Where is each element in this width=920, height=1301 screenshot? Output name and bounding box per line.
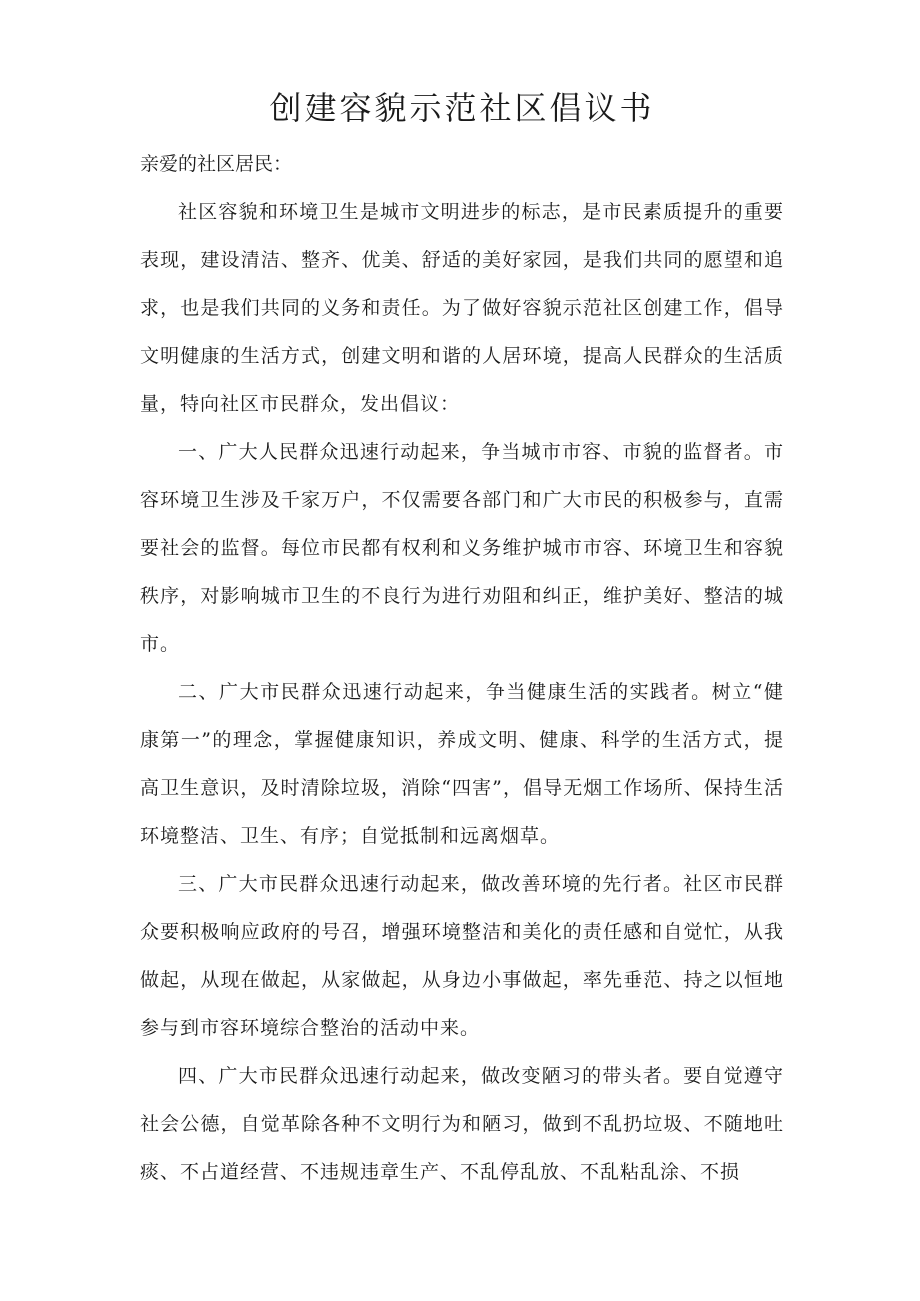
paragraph-item-1: 一、广大人民群众迅速行动起来，争当城市市容、市貌的监督者。市容环境卫生涉及千家万户，不仅需要各部门和广大市民的积极参与，直需要社会的监督。每位市民都有权利和义务维护城市市容、环境卫生和容貌秩序，对影响城市卫生的不良行为进行劝阻和纠正，维护美好、整洁的城市。: [140, 441, 784, 655]
paragraph-item-3: 三、广大市民群众迅速行动起来，做改善环境的先行者。社区市民群众要积极响应政府的号召，增强环境整洁和美化的责任感和自觉忙，从我做起，从现在做起，从家做起，从身边小事做起，率先垂范、持之以恒地参与到市容环境综合整治的活动中来。: [140, 873, 784, 1039]
paragraph-item-2: 二、广大市民群众迅速行动起来，争当健康生活的实践者。树立“健康第一”的理念，掌握健康知识，养成文明、健康、科学的生活方式，提高卫生意识，及时清除垃圾，消除“四害”，倡导无烟工作场所、保持生活环境整洁、卫生、有序；自觉抵制和远离烟草。: [140, 681, 784, 847]
document-page: [140, 86, 784, 1196]
salutation: 亲爱的社区居民：: [140, 153, 293, 175]
document-title: 创建容貌示范社区倡议书: [269, 89, 655, 127]
paragraph-item-4: 四、广大市民群众迅速行动起来，做改变陋习的带头者。要自觉遵守社会公德，自觉革除各种不文明行为和陋习，做到不乱扔垃圾、不随地吐痰、不占道经营、不违规违章生产、不乱停乱放、不乱粘乱涂、不损: [140, 1065, 784, 1183]
paragraph-intro: 社区容貌和环境卫生是城市文明进步的标志，是市民素质提升的重要表现，建设清洁、整齐、优美、舒适的美好家园，是我们共同的愿望和追求，也是我们共同的义务和责任。为了做好容貌示范社区创建工作，倡导文明健康的生活方式，创建文明和谐的人居环境，提高人民群众的生活质量，特向社区市民群众，发出倡议：: [140, 201, 784, 415]
